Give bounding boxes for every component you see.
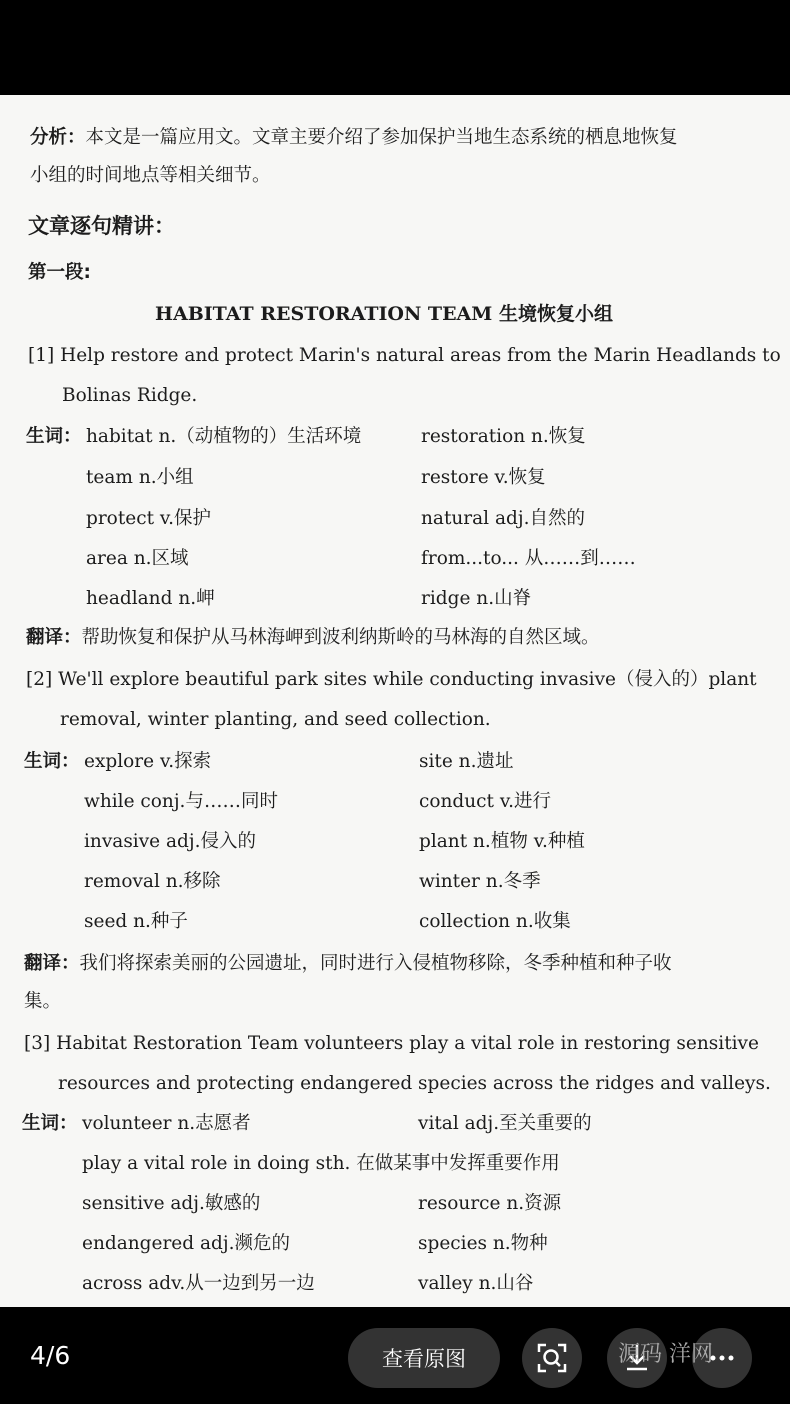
translation-line bbox=[26, 625, 600, 651]
analysis-line-2: 小组的时间地点等相关细节。 bbox=[30, 165, 271, 186]
vocab-item: seed n.种子 bbox=[84, 911, 188, 932]
translation-label: 翻译： bbox=[26, 627, 82, 648]
vocab-item: species n.物种 bbox=[418, 1233, 548, 1254]
translation-label: 翻译： bbox=[24, 953, 80, 974]
sentence-1-line-1: [1] Help restore and protect Marin's natural areas from the Marin Headlands to bbox=[28, 345, 781, 366]
section-heading: 文章逐句精讲： bbox=[28, 214, 175, 238]
vocab-item: conduct v.进行 bbox=[419, 791, 551, 812]
vocab-item: restoration n.恢复 bbox=[421, 426, 586, 447]
sentence-1-line-2: Bolinas Ridge. bbox=[62, 385, 198, 406]
analysis-label: 分析： bbox=[30, 127, 86, 148]
vocab-item: winter n.冬季 bbox=[419, 871, 541, 892]
sentence-2-line-2: removal, winter planting, and seed collection. bbox=[60, 709, 491, 730]
vocab-item: plant n.植物 v.种植 bbox=[419, 831, 585, 852]
view-original-button[interactable]: 查看原图 bbox=[348, 1328, 500, 1388]
page-indicator: 4/6 bbox=[30, 1341, 71, 1370]
vocab-item: removal n.移除 bbox=[84, 871, 221, 892]
vocab-label: 生词： bbox=[24, 751, 80, 772]
vocab-item: site n.遗址 bbox=[419, 751, 514, 772]
viewer-bottom-bar bbox=[0, 1307, 790, 1404]
vocab-item: area n.区域 bbox=[86, 548, 189, 569]
vocab-item: ridge n.山脊 bbox=[421, 588, 532, 609]
paragraph-label: 第一段: bbox=[28, 262, 91, 283]
translation-text: 我们将探索美丽的公园遗址，同时进行入侵植物移除，冬季种植和种子收 bbox=[79, 953, 672, 974]
vocab-item: play a vital role in doing sth. 在做某事中发挥重要作用 bbox=[82, 1153, 560, 1174]
document-page bbox=[0, 95, 790, 1307]
translation-line-2: 集。 bbox=[24, 991, 62, 1012]
vocab-item: team n.小组 bbox=[86, 467, 194, 488]
translation-line bbox=[24, 951, 672, 977]
analysis-line-1 bbox=[30, 125, 678, 151]
vocab-item: invasive adj.侵入的 bbox=[84, 831, 256, 852]
sentence-2-line-1: [2] We'll explore beautiful park sites while conducting invasive（侵入的）plant bbox=[26, 669, 757, 690]
analysis-text-1: 本文是一篇应用文。文章主要介绍了参加保护当地生态系统的栖息地恢复 bbox=[85, 127, 678, 148]
vocab-item: endangered adj.濒危的 bbox=[82, 1233, 290, 1254]
vocab-label: 生词： bbox=[26, 426, 82, 447]
watermark-text: 源码 洋网 bbox=[618, 1342, 713, 1367]
vocab-item: valley n.山谷 bbox=[418, 1273, 534, 1294]
vocab-item: resource n.资源 bbox=[418, 1193, 562, 1214]
viewer-top-bar bbox=[0, 0, 790, 95]
vocab-item: collection n.收集 bbox=[419, 911, 571, 932]
vocab-item: from...to... 从……到…… bbox=[421, 548, 636, 569]
vocab-item: sensitive adj.敏感的 bbox=[82, 1193, 261, 1214]
vocab-item: headland n.岬 bbox=[86, 588, 215, 609]
vocab-item: restore v.恢复 bbox=[421, 467, 546, 488]
vocab-item: protect v.保护 bbox=[86, 508, 212, 529]
sentence-3-line-2: resources and protecting endangered species across the ridges and valleys. bbox=[58, 1073, 771, 1094]
vocab-label: 生词： bbox=[22, 1113, 78, 1134]
sentence-3-line-1: [3] Habitat Restoration Team volunteers play a vital role in restoring sensitive bbox=[24, 1033, 759, 1054]
article-title: HABITAT RESTORATION TEAM 生境恢复小组 bbox=[155, 303, 613, 325]
vocab-item: while conj.与……同时 bbox=[84, 791, 278, 812]
vocab-item: explore v.探索 bbox=[84, 751, 212, 772]
vocab-item: across adv.从一边到另一边 bbox=[82, 1273, 315, 1294]
vocab-item: volunteer n.志愿者 bbox=[82, 1113, 251, 1134]
vocab-item: vital adj.至关重要的 bbox=[418, 1113, 592, 1134]
translation-text: 帮助恢复和保护从马林海岬到波利纳斯岭的马林海的自然区域。 bbox=[81, 627, 600, 648]
search-icon bbox=[534, 1340, 570, 1376]
search-button[interactable] bbox=[522, 1328, 582, 1388]
vocab-item: habitat n.（动植物的）生活环境 bbox=[86, 426, 362, 447]
vocab-item: natural adj.自然的 bbox=[421, 508, 585, 529]
